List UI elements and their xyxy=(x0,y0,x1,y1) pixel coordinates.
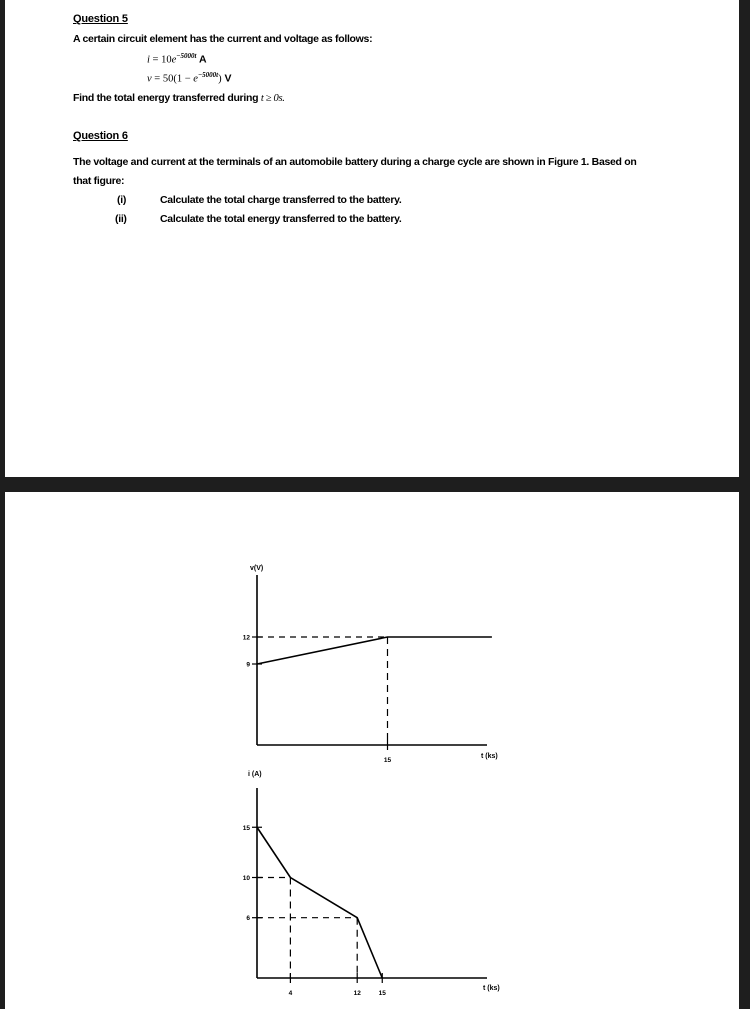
question-5-ask xyxy=(73,92,285,104)
current-series-line xyxy=(257,827,382,978)
voltage-series-line xyxy=(257,637,492,664)
question-6-title: Question 6 xyxy=(73,130,128,142)
current-y-axis-label: i (A) xyxy=(248,771,262,778)
current-x-tick-label-12: 12 xyxy=(353,990,361,997)
voltage-y-axis-label: v(V) xyxy=(250,565,264,572)
voltage-y-tick-label-9: 9 xyxy=(246,661,250,669)
question-6-item-2-number: (ii) xyxy=(115,213,127,225)
voltage-y-tick-label-12: 12 xyxy=(242,634,250,642)
current-y-tick-label-15: 15 xyxy=(242,824,250,832)
current-eq-lhs: i xyxy=(147,54,150,66)
current-eq-exponent: −5000t xyxy=(176,52,197,60)
document-page-1 xyxy=(5,0,739,477)
current-x-tick-label-15: 15 xyxy=(378,990,386,997)
current-eq-mid: = 10 xyxy=(149,54,172,66)
figure-1 xyxy=(5,492,739,1009)
current-y-tick-label-6: 6 xyxy=(246,915,250,923)
voltage-x-axis-label: t (ks) xyxy=(481,753,498,760)
question-5-ask-math: t ≥ 0s. xyxy=(260,93,285,104)
voltage-eq-exponent: −5000t xyxy=(197,71,219,79)
current-y-tick-label-10: 10 xyxy=(242,875,250,882)
voltage-eq-mid: = 50(1 − xyxy=(151,73,194,85)
question-6-intro-line-1: The voltage and current at the terminals of an automobile battery during a charge cycle are shown in Figure 1. Based on xyxy=(73,156,637,168)
question-6-item-2-text: Calculate the total energy transferred to the battery. xyxy=(160,213,402,225)
question-5-ask-prefix: Find the total energy transferred during xyxy=(73,92,261,104)
current-equation: $i = 10e^{-5000t}$ A xyxy=(147,52,207,66)
voltage-x-tick-label-15: 15 xyxy=(383,757,392,764)
question-5-title: Question 5 xyxy=(73,13,128,25)
question-6-item-1-number: (i) xyxy=(117,194,127,206)
current-x-axis-label: t (ks) xyxy=(483,985,500,992)
question-6-intro-line-2: that figure: xyxy=(73,175,125,187)
question-6-item-1-text: Calculate the total charge transferred to the battery. xyxy=(160,194,402,206)
current-eq-unit: A xyxy=(196,53,207,66)
current-x-tick-label-4: 4 xyxy=(288,990,293,997)
voltage-eq-close: ) xyxy=(218,73,222,85)
question-5-intro: A certain circuit element has the current and voltage as follows: xyxy=(73,33,373,45)
voltage-eq-unit: V xyxy=(221,72,232,85)
voltage-equation xyxy=(147,71,232,85)
document-page-2 xyxy=(5,492,739,1009)
voltage-eq-lhs: v xyxy=(147,73,152,85)
voltage-eq-base: e xyxy=(193,73,198,85)
